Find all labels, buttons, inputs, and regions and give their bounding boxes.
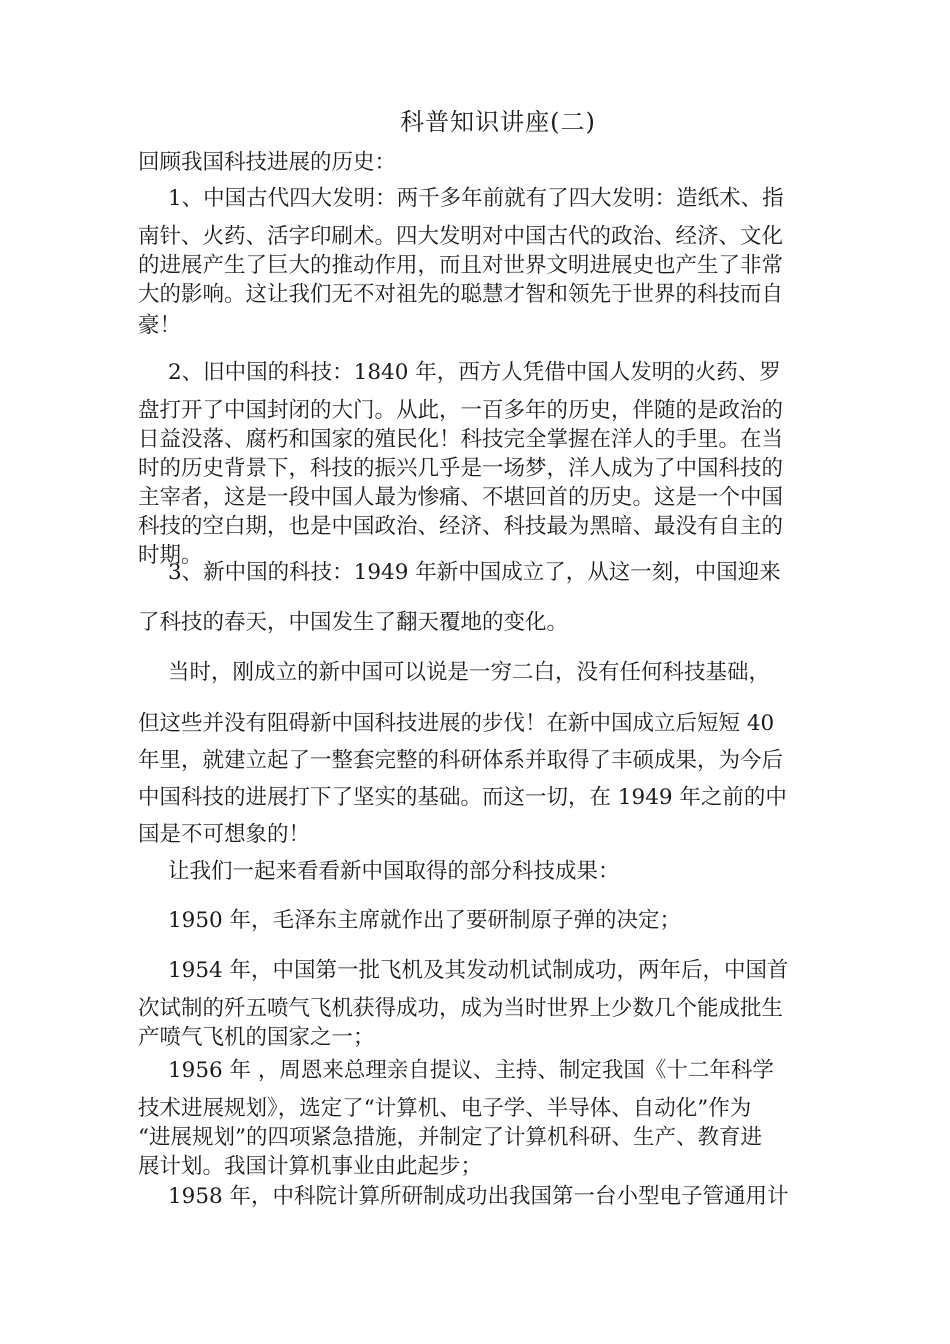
text-line: 1954 年，中国第一批飞机及其发动机试制成功，两年后，中国首 — [168, 958, 789, 983]
paragraph-section-2-body — [138, 396, 856, 570]
paragraph-4-body — [138, 705, 856, 853]
paragraph-section-1-body — [138, 222, 856, 309]
text-line: 国是不可想象的！ — [138, 822, 311, 847]
text-line: 让我们一起来看看新中国取得的部分科技成果： — [168, 859, 620, 884]
text-line: 2、旧中国的科技：1840 年，西方人凭借中国人发明的火药、罗 — [168, 360, 781, 385]
text-line: 大的影响。这让我们无不对祖先的聪慧才智和领先于世界的科技而自 — [138, 282, 784, 307]
text-line: 次试制的歼五喷气飞机获得成功，成为当时世界上少数几个能成批生 — [138, 996, 784, 1021]
text-line: 时的历史背景下，科技的振兴几乎是一场梦，洋人成为了中国科技的 — [138, 456, 784, 481]
paragraph-1950 — [138, 904, 856, 938]
paragraph-section-3-body — [138, 606, 856, 640]
paragraph-1956 — [138, 1054, 856, 1088]
text-line: 时期。 — [138, 543, 203, 568]
text-line: 南针、火药、活字印刷术。四大发明对中国古代的政治、经济、文化 — [138, 224, 784, 249]
text-line: 1950 年，毛泽东主席就作出了要研制原子弹的决定； — [168, 908, 682, 933]
text-line: 盘打开了中国封闭的大门。从此，一百多年的历史，伴随的是政治的 — [138, 398, 784, 423]
text-line: 中国科技的进展打下了坚实的基础。而这一切，在 1949 年之前的中 — [138, 785, 787, 810]
text-line: 当时，刚成立的新中国可以说是一穷二白，没有任何科技基础， — [168, 660, 771, 685]
paragraph-1954-body — [138, 994, 856, 1052]
text-line: 1958 年，中科院计算所研制成功出我国第一台小型电子管通用计 — [168, 1184, 789, 1209]
text-line: 产喷气飞机的国家之一； — [138, 1025, 375, 1050]
text-line: 1、中国古代四大发明：两千多年前就有了四大发明：造纸术、指 — [168, 186, 784, 211]
text-line: 科技的空白期，也是中国政治、经济、科技最为黑暗、最没有自主的 — [138, 514, 784, 539]
paragraph-5 — [138, 855, 856, 889]
text-line: 回顾我国科技进展的历史： — [138, 150, 397, 175]
paragraph-section-3 — [138, 556, 856, 590]
paragraph-1958 — [138, 1180, 856, 1214]
text-line: 日益没落、腐朽和国家的殖民化！科技完全掌握在洋人的手里。在当 — [138, 427, 784, 452]
text-line: 了科技的春天，中国发生了翻天覆地的变化。 — [138, 610, 569, 635]
paragraph-section-1 — [138, 182, 856, 216]
text-line: 但这些并没有阻碍新中国科技进展的步伐！在新中国成立后短短 40 — [138, 711, 775, 736]
page-title: 科普知识讲座(二) — [400, 108, 596, 136]
text-line: 的进展产生了巨大的推动作用，而且对世界文明进展史也产生了非常 — [138, 253, 784, 278]
paragraph-4 — [138, 656, 856, 690]
text-line: 1956 年 ，周恩来总理亲自提议、主持、制定我国《十二年科学 — [168, 1058, 774, 1083]
paragraph-1956-body — [138, 1094, 856, 1181]
paragraph-intro — [138, 146, 856, 180]
text-line: 展计划。我国计算机事业由此起步； — [138, 1154, 483, 1179]
text-line: 3、新中国的科技：1949 年新中国成立了，从这一刻，中国迎来 — [168, 560, 781, 585]
paragraph-section-1-end — [138, 309, 856, 343]
text-line: 年里，就建立起了一整套完整的科研体系并取得了丰硕成果，为今后 — [138, 748, 784, 773]
text-line: 豪！ — [138, 313, 182, 338]
text-line: “进展规划”的四项紧急措施，并制定了计算机科研、生产、教育进 — [138, 1125, 762, 1150]
paragraph-section-2 — [138, 356, 856, 390]
paragraph-1954 — [138, 954, 856, 988]
text-line: 技术进展规划》，选定了“计算机、电子学、半导体、自动化”作为 — [138, 1096, 752, 1121]
text-line: 主宰者，这是一段中国人最为惨痛、不堪回首的历史。这是一个中国 — [138, 485, 784, 510]
